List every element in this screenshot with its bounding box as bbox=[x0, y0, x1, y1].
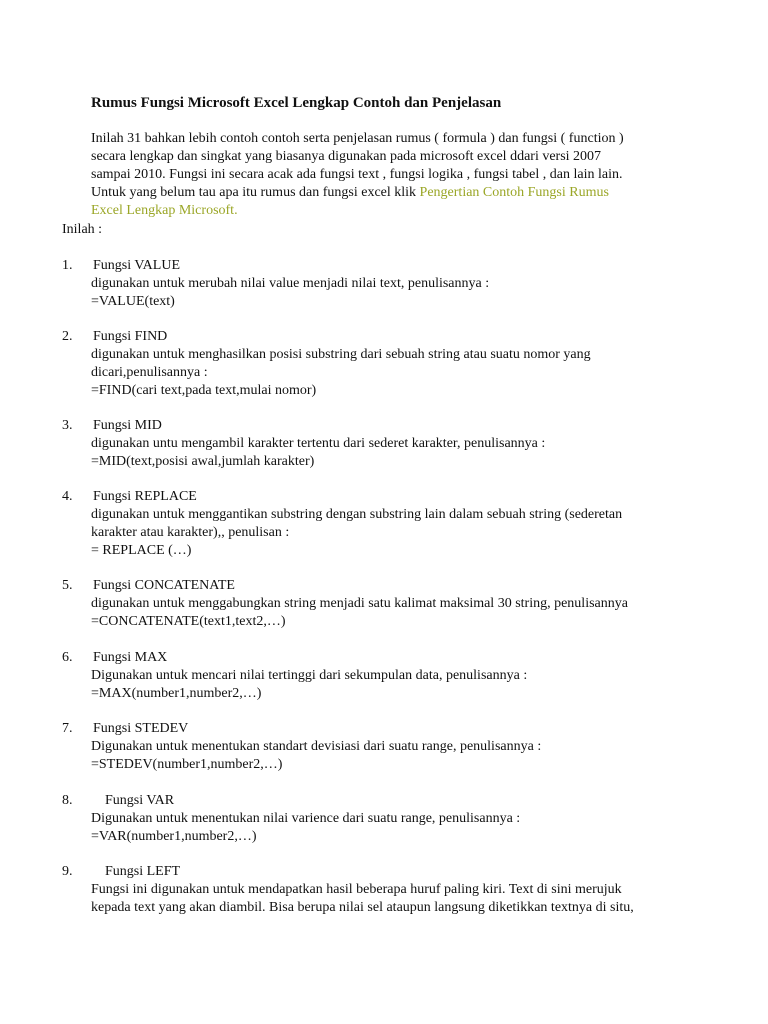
item-heading: Fungsi LEFT bbox=[105, 864, 181, 879]
item-number: 5. bbox=[62, 578, 73, 593]
item-number: 4. bbox=[62, 489, 73, 504]
item-heading: Fungsi CONCATENATE bbox=[93, 578, 235, 593]
item-number: 3. bbox=[62, 418, 73, 433]
item-body bbox=[91, 346, 691, 400]
item-heading: Fungsi REPLACE bbox=[93, 489, 197, 504]
item-number: 8. bbox=[62, 793, 73, 808]
item-heading: Fungsi VAR bbox=[105, 793, 175, 808]
item-description: digunakan untuk menggantikan substring dengan substring lain dalam sebuah string (sederetan bbox=[91, 507, 623, 522]
item-formula: =MID(text,posisi awal,jumlah karakter) bbox=[91, 454, 315, 469]
item-description: Digunakan untuk menentukan standart devisiasi dari suatu range, penulisannya : bbox=[91, 739, 542, 754]
item-body bbox=[91, 506, 691, 560]
item-description: digunakan untuk merubah nilai value menjadi nilai text, penulisannya : bbox=[91, 276, 490, 291]
intro-line-text: Untuk yang belum tau apa itu rumus dan fungsi excel klik bbox=[91, 185, 420, 200]
item-heading: Fungsi MAX bbox=[93, 650, 168, 665]
item-description: karakter atau karakter),, penulisan : bbox=[91, 525, 290, 540]
pengertian-link-continued[interactable]: Excel Lengkap Microsoft. bbox=[91, 203, 238, 218]
item-description: digunakan untuk menggabungkan string menjadi satu kalimat maksimal 30 string, penulisannya bbox=[91, 596, 628, 611]
item-body bbox=[91, 810, 691, 846]
item-description: dicari,penulisannya : bbox=[91, 365, 208, 380]
item-description: Fungsi ini digunakan untuk mendapatkan hasil beberapa huruf paling kiri. Text di sini merujuk bbox=[91, 882, 622, 897]
intro-line: Inilah 31 bahkan lebih contoh contoh serta penjelasan rumus ( formula ) dan fungsi ( function ) bbox=[91, 131, 624, 146]
item-description: digunakan untu mengambil karakter tertentu dari sederet karakter, penulisannya : bbox=[91, 436, 546, 451]
document-title: Rumus Fungsi Microsoft Excel Lengkap Contoh dan Penjelasan bbox=[91, 95, 502, 111]
item-formula: =CONCATENATE(text1,text2,…) bbox=[91, 614, 286, 629]
pengertian-link[interactable]: Pengertian Contoh Fungsi Rumus bbox=[419, 185, 609, 200]
item-formula: =VAR(number1,number2,…) bbox=[91, 829, 257, 844]
item-description: kepada text yang akan diambil. Bisa berupa nilai sel ataupun langsung diketikkan textnya di situ, bbox=[91, 900, 634, 915]
item-number: 2. bbox=[62, 329, 73, 344]
item-heading: Fungsi FIND bbox=[93, 329, 168, 344]
inilah-label: Inilah : bbox=[62, 222, 103, 237]
item-body bbox=[91, 275, 691, 311]
item-number: 9. bbox=[62, 864, 73, 879]
intro-line: secara lengkap dan singkat yang biasanya digunakan pada microsoft excel ddari versi 2007 bbox=[91, 149, 602, 164]
item-body bbox=[91, 667, 691, 703]
item-body bbox=[91, 435, 691, 471]
item-formula: =STEDEV(number1,number2,…) bbox=[91, 757, 283, 772]
intro-line-with-link bbox=[91, 184, 671, 202]
item-description: Digunakan untuk mencari nilai tertinggi dari sekumpulan data, penulisannya : bbox=[91, 668, 528, 683]
item-formula: =FIND(cari text,pada text,mulai nomor) bbox=[91, 383, 317, 398]
item-formula: =VALUE(text) bbox=[91, 294, 175, 309]
item-body bbox=[91, 595, 691, 631]
item-number: 1. bbox=[62, 258, 73, 273]
item-heading: Fungsi VALUE bbox=[93, 258, 181, 273]
intro-paragraph bbox=[91, 130, 671, 220]
item-body bbox=[91, 738, 691, 774]
item-body bbox=[91, 881, 691, 917]
intro-line: sampai 2010. Fungsi ini secara acak ada fungsi text , fungsi logika , fungsi tabel , dan lain lain. bbox=[91, 167, 623, 182]
item-description: digunakan untuk menghasilkan posisi substring dari sebuah string atau suatu nomor yang bbox=[91, 347, 591, 362]
item-formula: =MAX(number1,number2,…) bbox=[91, 686, 262, 701]
item-formula: = REPLACE (…) bbox=[91, 543, 192, 558]
item-heading: Fungsi STEDEV bbox=[93, 721, 189, 736]
item-heading: Fungsi MID bbox=[93, 418, 162, 433]
item-description: Digunakan untuk menentukan nilai varience dari suatu range, penulisannya : bbox=[91, 811, 521, 826]
item-number: 7. bbox=[62, 721, 73, 736]
item-number: 6. bbox=[62, 650, 73, 665]
